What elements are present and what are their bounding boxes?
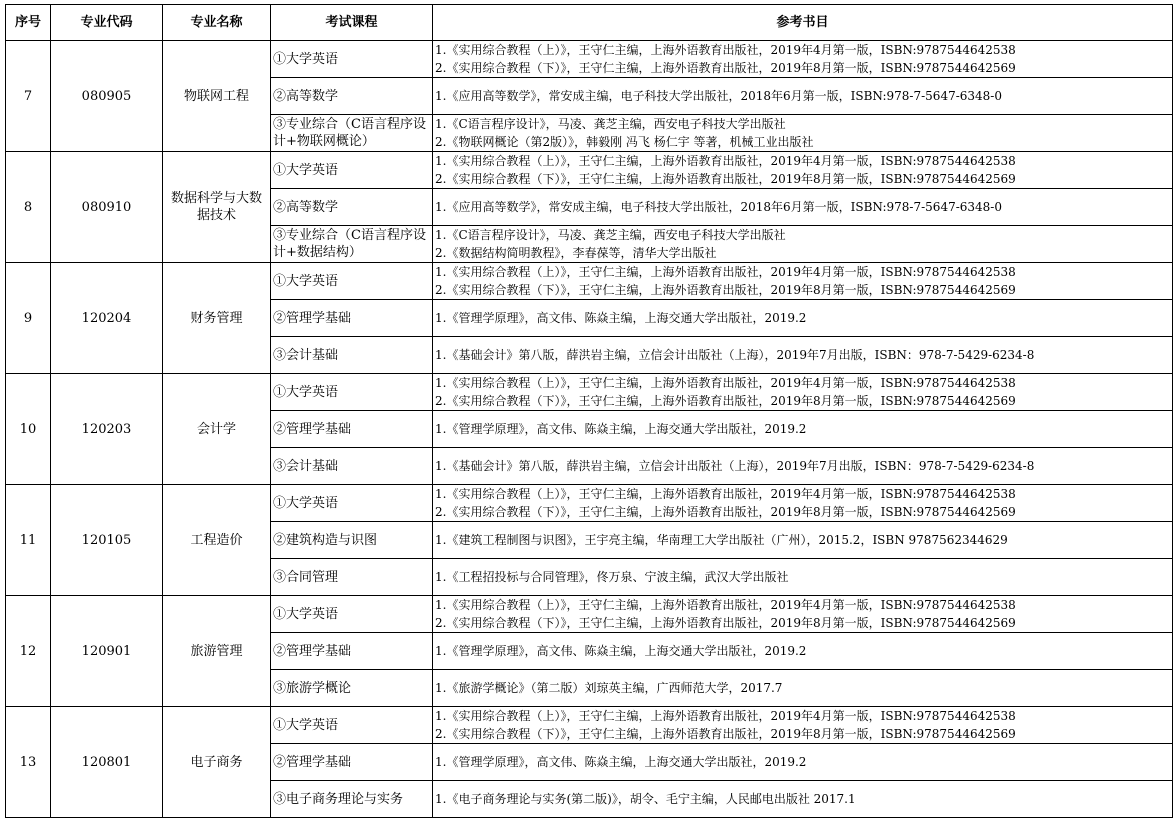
reference-line: 2.《实用综合教程（下）》，王守仁主编，上海外语教育出版社，2019年8月第一版，ISBN:9787544642569 <box>435 283 1016 297</box>
reference-line: 1.《应用高等数学》，常安成主编，电子科技大学出版社，2018年6月第一版，ISBN:978-7-5647-6348-0 <box>435 89 1002 103</box>
exam-course: ③合同管理 <box>271 559 433 596</box>
exam-course: ②管理学基础 <box>271 411 433 448</box>
major-code: 120204 <box>51 263 163 374</box>
reference-books <box>433 337 1173 374</box>
reference-books <box>433 596 1173 633</box>
row-number: 7 <box>6 41 51 152</box>
header-no: 序号 <box>6 5 51 41</box>
reference-line: 1.《管理学原理》，高文伟、陈焱主编，上海交通大学出版社，2019.2 <box>435 644 807 658</box>
exam-course: ①大学英语 <box>271 596 433 633</box>
header-code: 专业代码 <box>51 5 163 41</box>
reference-line: 1.《实用综合教程（上）》，王守仁主编，上海外语教育出版社，2019年4月第一版，ISBN:9787544642538 <box>435 598 1016 612</box>
reference-line: 2.《实用综合教程（下）》，王守仁主编，上海外语教育出版社，2019年8月第一版，ISBN:9787544642569 <box>435 172 1016 186</box>
reference-books <box>433 485 1173 522</box>
reference-line: 1.《应用高等数学》，常安成主编，电子科技大学出版社，2018年6月第一版，ISBN:978-7-5647-6348-0 <box>435 200 1002 214</box>
reference-line: 2.《物联网概论（第2版）》，韩毅刚 冯飞 杨仁宇 等著，机械工业出版社 <box>435 135 814 149</box>
table-row <box>6 485 1173 522</box>
exam-course: ①大学英语 <box>271 374 433 411</box>
table-body <box>6 41 1173 818</box>
header-references: 参考书目 <box>433 5 1173 41</box>
major-code: 080905 <box>51 41 163 152</box>
reference-book-table <box>5 4 1173 818</box>
reference-books <box>433 744 1173 781</box>
header-major: 专业名称 <box>163 5 271 41</box>
exam-course: ②管理学基础 <box>271 744 433 781</box>
reference-books <box>433 522 1173 559</box>
reference-books <box>433 41 1173 78</box>
table-row <box>6 263 1173 300</box>
reference-line: 2.《实用综合教程（下）》，王守仁主编，上海外语教育出版社，2019年8月第一版，ISBN:9787544642569 <box>435 616 1016 630</box>
major-code: 120203 <box>51 374 163 485</box>
row-number: 10 <box>6 374 51 485</box>
reference-line: 1.《工程招投标与合同管理》，佟万泉、宁波主编，武汉大学出版社 <box>435 570 789 584</box>
reference-books <box>433 78 1173 115</box>
reference-books <box>433 374 1173 411</box>
reference-line: 1.《C语言程序设计》，马凌、龚芝主编，西安电子科技大学出版社 <box>435 228 786 242</box>
major-name: 电子商务 <box>163 707 271 818</box>
major-name: 工程造价 <box>163 485 271 596</box>
exam-course: ③旅游学概论 <box>271 670 433 707</box>
exam-course: ①大学英语 <box>271 707 433 744</box>
exam-course: ①大学英语 <box>271 41 433 78</box>
table-row <box>6 596 1173 633</box>
row-number: 9 <box>6 263 51 374</box>
row-number: 8 <box>6 152 51 263</box>
exam-course: ③专业综合（C语言程序设计+物联网概论） <box>271 115 433 152</box>
major-code: 120105 <box>51 485 163 596</box>
exam-course: ①大学英语 <box>271 263 433 300</box>
reference-line: 2.《实用综合教程（下）》，王守仁主编，上海外语教育出版社，2019年8月第一版，ISBN:9787544642569 <box>435 61 1016 75</box>
major-name: 财务管理 <box>163 263 271 374</box>
major-name: 物联网工程 <box>163 41 271 152</box>
exam-course: ③会计基础 <box>271 448 433 485</box>
reference-line: 2.《数据结构简明教程》，李春葆等，清华大学出版社 <box>435 246 717 260</box>
exam-course: ②高等数学 <box>271 189 433 226</box>
reference-line: 1.《实用综合教程（上）》，王守仁主编，上海外语教育出版社，2019年4月第一版，ISBN:9787544642538 <box>435 376 1016 390</box>
row-number: 13 <box>6 707 51 818</box>
reference-line: 1.《基础会计》第八版，薛洪岩主编，立信会计出版社（上海），2019年7月出版，ISBN：978-7-5429-6234-8 <box>435 348 1035 362</box>
exam-course: ②高等数学 <box>271 78 433 115</box>
reference-books <box>433 300 1173 337</box>
reference-line: 1.《实用综合教程（上）》，王守仁主编，上海外语教育出版社，2019年4月第一版，ISBN:9787544642538 <box>435 265 1016 279</box>
reference-books <box>433 411 1173 448</box>
reference-line: 1.《实用综合教程（上）》，王守仁主编，上海外语教育出版社，2019年4月第一版，ISBN:9787544642538 <box>435 709 1016 723</box>
reference-line: 2.《实用综合教程（下）》，王守仁主编，上海外语教育出版社，2019年8月第一版，ISBN:9787544642569 <box>435 505 1016 519</box>
exam-course: ③专业综合（C语言程序设计+数据结构） <box>271 226 433 263</box>
reference-line: 1.《管理学原理》，高文伟、陈焱主编，上海交通大学出版社，2019.2 <box>435 311 807 325</box>
exam-course: ③电子商务理论与实务 <box>271 781 433 818</box>
reference-books <box>433 448 1173 485</box>
reference-books <box>433 263 1173 300</box>
reference-books <box>433 226 1173 263</box>
table-row <box>6 152 1173 189</box>
reference-line: 1.《管理学原理》，高文伟、陈焱主编，上海交通大学出版社，2019.2 <box>435 755 807 769</box>
major-name: 会计学 <box>163 374 271 485</box>
reference-books <box>433 670 1173 707</box>
major-name: 数据科学与大数据技术 <box>163 152 271 263</box>
exam-course: ②建筑构造与识图 <box>271 522 433 559</box>
major-code: 120901 <box>51 596 163 707</box>
table-row <box>6 374 1173 411</box>
reference-line: 1.《建筑工程制图与识图》，王宇亮主编，华南理工大学出版社（广州），2015.2，ISBN 9787562344629 <box>435 533 1008 547</box>
reference-line: 1.《旅游学概论》（第二版）刘琼英主编，广西师范大学，2017.7 <box>435 681 783 695</box>
exam-course: ①大学英语 <box>271 152 433 189</box>
reference-line: 1.《管理学原理》，高文伟、陈焱主编，上海交通大学出版社，2019.2 <box>435 422 807 436</box>
major-code: 120801 <box>51 707 163 818</box>
reference-line: 1.《基础会计》第八版，薛洪岩主编，立信会计出版社（上海），2019年7月出版，ISBN：978-7-5429-6234-8 <box>435 459 1035 473</box>
major-name: 旅游管理 <box>163 596 271 707</box>
reference-line: 2.《实用综合教程（下）》，王守仁主编，上海外语教育出版社，2019年8月第一版，ISBN:9787544642569 <box>435 394 1016 408</box>
reference-books <box>433 559 1173 596</box>
reference-line: 1.《C语言程序设计》，马凌、龚芝主编，西安电子科技大学出版社 <box>435 117 786 131</box>
reference-line: 2.《实用综合教程（下）》，王守仁主编，上海外语教育出版社，2019年8月第一版，ISBN:9787544642569 <box>435 727 1016 741</box>
reference-books <box>433 781 1173 818</box>
row-number: 11 <box>6 485 51 596</box>
reference-line: 1.《实用综合教程（上）》，王守仁主编，上海外语教育出版社，2019年4月第一版，ISBN:9787544642538 <box>435 487 1016 501</box>
reference-books <box>433 707 1173 744</box>
reference-books <box>433 189 1173 226</box>
reference-line: 1.《电子商务理论与实务(第二版)》，胡令、毛宁主编，人民邮电出版社 2017.1 <box>435 792 856 806</box>
header-course: 考试课程 <box>271 5 433 41</box>
reference-line: 1.《实用综合教程（上）》，王守仁主编，上海外语教育出版社，2019年4月第一版，ISBN:9787544642538 <box>435 154 1016 168</box>
exam-course: ②管理学基础 <box>271 300 433 337</box>
major-code: 080910 <box>51 152 163 263</box>
reference-books <box>433 152 1173 189</box>
reference-books <box>433 115 1173 152</box>
exam-course: ①大学英语 <box>271 485 433 522</box>
exam-course: ③会计基础 <box>271 337 433 374</box>
exam-course: ②管理学基础 <box>271 633 433 670</box>
reference-line: 1.《实用综合教程（上）》，王守仁主编，上海外语教育出版社，2019年4月第一版，ISBN:9787544642538 <box>435 43 1016 57</box>
table-row <box>6 707 1173 744</box>
table-row <box>6 41 1173 78</box>
row-number: 12 <box>6 596 51 707</box>
reference-books <box>433 633 1173 670</box>
